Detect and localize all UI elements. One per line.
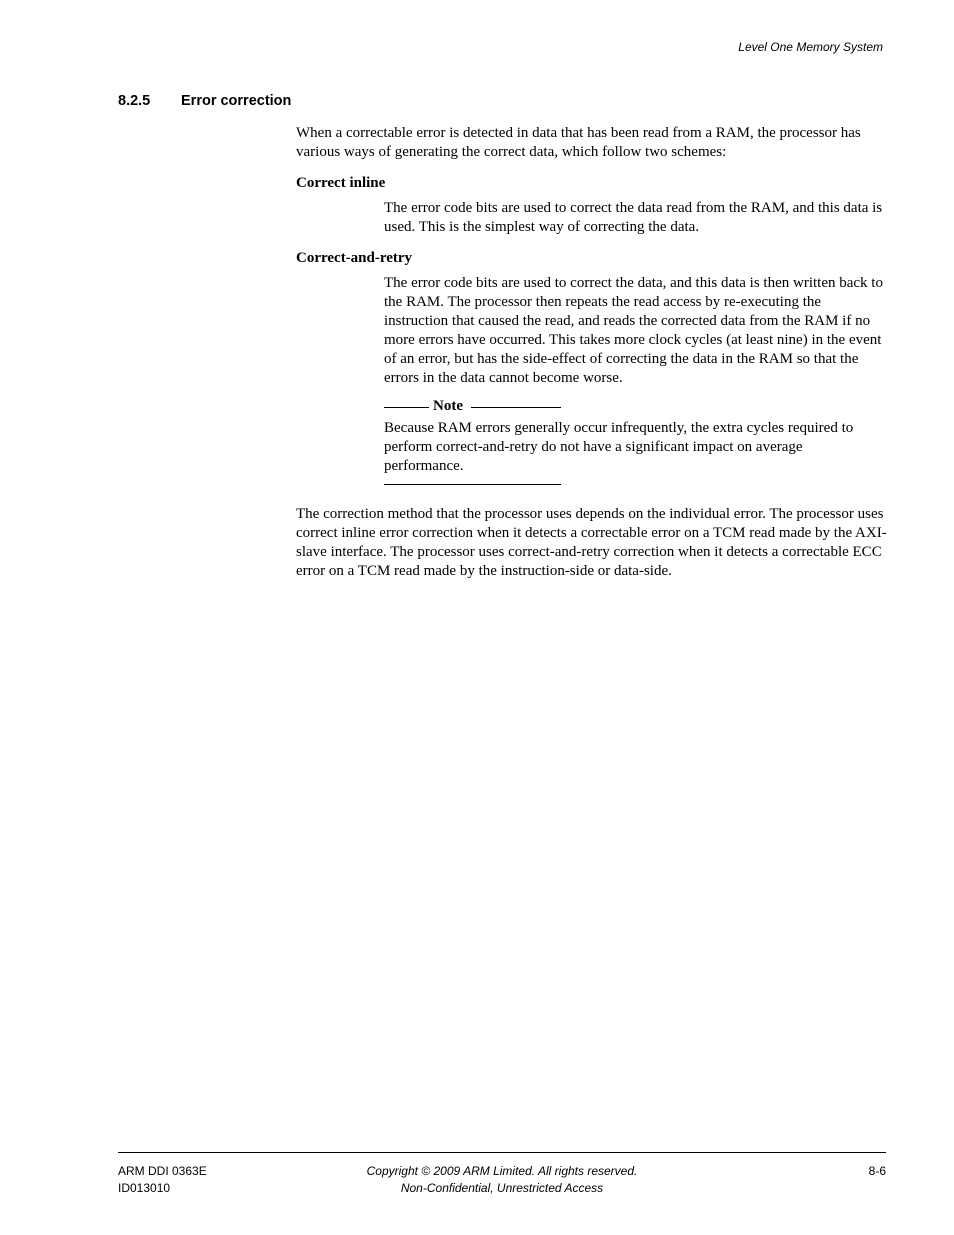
section-number: 8.2.5: [118, 93, 151, 109]
section-title: Error correction: [181, 93, 292, 109]
note-text: Because RAM errors generally occur infrequently, the extra cycles required to perform correct-and-retry do not have a significant impact on average performance.: [384, 420, 854, 474]
scheme-definition-correct-inline: The error code bits are used to correct the data read from the RAM, and this data is used. This is the simplest way of correcting the data.: [384, 200, 883, 235]
scheme-definition-correct-and-retry: The error code bits are used to correct the data, and this data is then written back to the RAM. The processor then repeats the read access by re-executing the instruction that caused the read, and reads the corrected data from the RAM if no more errors have occurred. This takes more clock cycles (at least nine) in the event of an error, but has the side-effect of correcting the data in the RAM so that the errors in the data cannot become worse.: [384, 275, 883, 386]
conclusion-paragraph: The correction method that the processor uses depends on the individual error. The processor uses correct inline error correction when it detects a correctable error on a TCM read made by the AXI-slave interface. The processor uses correct-and-retry correction when it detects a correctable ECC error on a TCM read made by the instruction-side or data-side.: [296, 506, 887, 579]
doc-number: ARM DDI 0363E: [118, 1164, 207, 1178]
note-rule-right: [471, 407, 561, 408]
footer-left: [118, 1163, 207, 1197]
doc-id: ID013010: [118, 1181, 171, 1195]
access-notice: Non-Confidential, Unrestricted Access: [400, 1181, 604, 1195]
footer-rule: [118, 1152, 886, 1153]
intro-paragraph: When a correctable error is detected in data that has been read from a RAM, the processor has various ways of generating the correct data, which follow two schemes:: [296, 125, 861, 160]
note-heading: [384, 397, 562, 416]
section-heading: [118, 93, 291, 109]
footer-center: [300, 1163, 704, 1197]
note-end-rule: [384, 484, 561, 485]
running-header: Level One Memory System: [738, 40, 883, 54]
scheme-term-correct-and-retry: Correct-and-retry: [296, 250, 413, 266]
note-rule-left: [384, 407, 429, 408]
copyright-notice: Copyright © 2009 ARM Limited. All rights reserved.: [366, 1164, 638, 1178]
footer-right: [869, 1163, 886, 1180]
note-label: Note: [433, 398, 463, 414]
page-number: 8-6: [868, 1164, 886, 1178]
scheme-term-correct-inline: Correct inline: [296, 175, 386, 191]
